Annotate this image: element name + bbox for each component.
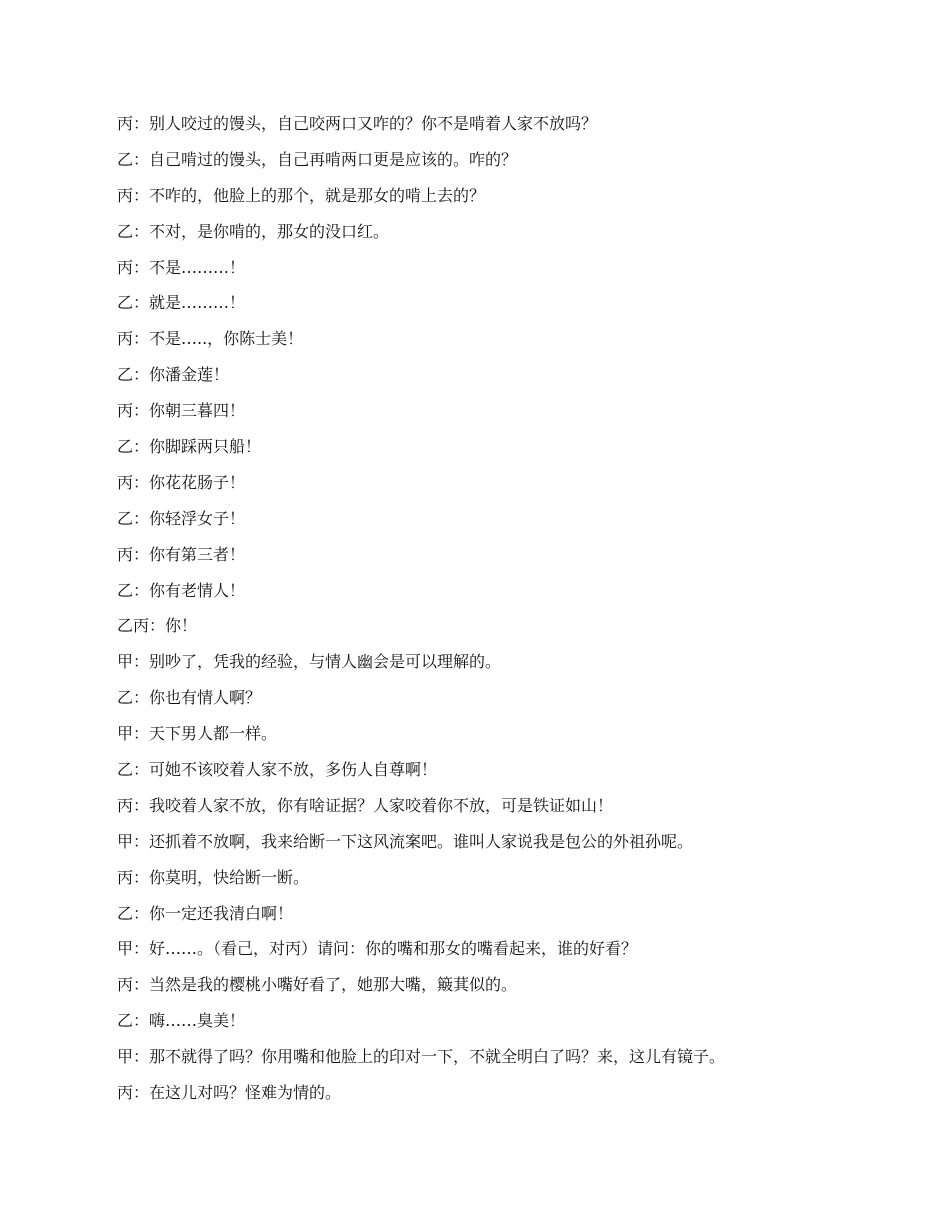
dialogue-line: 甲：还抓着不放啊，我来给断一下这风流案吧。谁叫人家说我是包公的外祖孙呢。 — [117, 831, 694, 851]
dialogue-line: 乙：你脚踩两只船！ — [117, 437, 262, 457]
dialogue-line: 丙：不是…..，你陈士美！ — [117, 329, 304, 349]
dialogue-line: 丙：你有第三者！ — [117, 544, 246, 564]
dialogue-line: 丙：我咬着人家不放，你有啥证据？人家咬着你不放，可是铁证如山！ — [117, 795, 614, 815]
dialogue-line: 甲：好……。（看己，对丙）请问：你的嘴和那女的嘴看起来，谁的好看？ — [117, 939, 638, 959]
dialogue-line: 乙：你也有情人啊？ — [117, 688, 262, 708]
dialogue-line: 乙：不对，是你啃的，那女的没口红。 — [117, 221, 390, 241]
dialogue-line: 丙：你莫明，快给断一断。 — [117, 867, 310, 887]
dialogue-line: 丙：你朝三暮四！ — [117, 401, 246, 421]
dialogue-line: 乙：嗨……臭美！ — [117, 1011, 246, 1031]
dialogue-line: 乙：你有老情人！ — [117, 580, 246, 600]
dialogue-line: 甲：别吵了，凭我的经验，与情人幽会是可以理解的。 — [117, 652, 502, 672]
dialogue-line: 丙：当然是我的樱桃小嘴好看了，她那大嘴，簸萁似的。 — [117, 975, 518, 995]
dialogue-line: 丙：不咋的，他脸上的那个，就是那女的啃上去的？ — [117, 185, 486, 205]
dialogue-line: 乙：自己啃过的馒头，自己再啃两口更是应该的。咋的？ — [117, 149, 518, 169]
dialogue-line: 丙：你花花肠子！ — [117, 472, 246, 492]
dialogue-line: 乙：就是………！ — [117, 293, 246, 313]
dialogue-line: 丙：别人咬过的馒头，自己咬两口又咋的？你不是啃着人家不放吗？ — [117, 114, 598, 133]
dialogue-line: 乙：你轻浮女子！ — [117, 508, 246, 528]
dialogue-line: 丙：在这儿对吗？怪难为情的。 — [117, 1083, 342, 1103]
dialogue-line: 乙丙：你！ — [117, 616, 198, 636]
dialogue-line: 甲：天下男人都一样。 — [117, 724, 278, 744]
dialogue-line: 乙：你一定还我清白啊！ — [117, 903, 294, 923]
dialogue-line: 乙：可她不该咬着人家不放，多伤人自尊啊！ — [117, 760, 438, 780]
dialogue-line: 丙：不是………！ — [117, 257, 246, 277]
dialogue-line: 乙：你潘金莲！ — [117, 365, 230, 385]
dialogue-text — [117, 106, 917, 1111]
dialogue-line: 甲：那不就得了吗？你用嘴和他脸上的印对一下，不就全明白了吗？来，这儿有镜子。 — [117, 1047, 726, 1067]
